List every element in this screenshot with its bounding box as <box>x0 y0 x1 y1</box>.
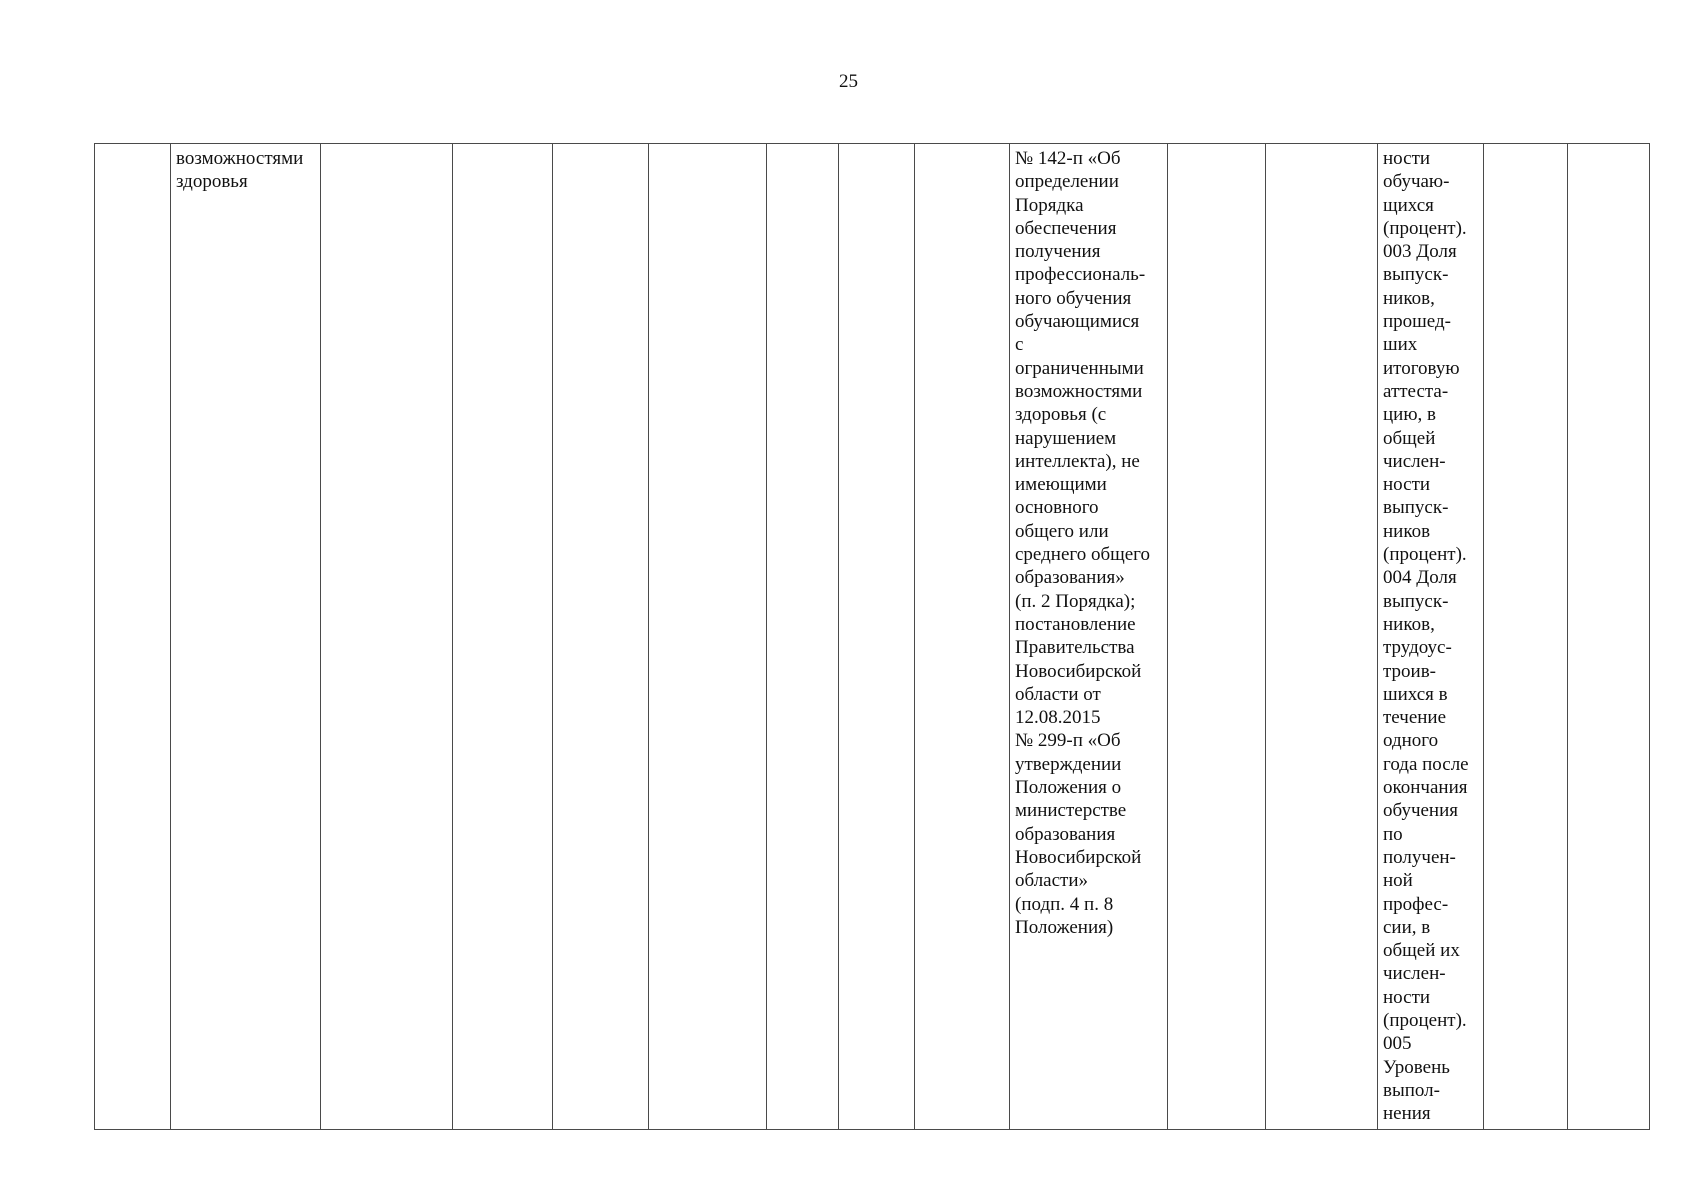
table-cell-12 <box>1266 144 1378 1130</box>
table-cell-indicators: ности обучаю- щихся (процент). 003 Доля выпуск- ников, прошед- ших итоговую аттеста- цию, в общей числен- ности выпуск- ников (процент). 004 Доля выпуск- ников, трудоус- троив- шихся в течение одного года после окончания обучения по получен- ной профес- сии, в общей их числен- ности (процент). 005 Уровень выпол- нения <box>1378 144 1484 1130</box>
table-cell-4 <box>453 144 553 1130</box>
table-row <box>95 144 1650 1130</box>
table-cell-9 <box>915 144 1010 1130</box>
table-cell-8 <box>839 144 915 1130</box>
table-cell-5 <box>553 144 649 1130</box>
regulation-table <box>94 143 1650 1130</box>
table-cell-6 <box>649 144 767 1130</box>
table-cell-3 <box>321 144 453 1130</box>
table-cell-7 <box>767 144 839 1130</box>
table-cell-1 <box>95 144 171 1130</box>
table-cell-2: возможностями здоровья <box>171 144 321 1130</box>
table-cell-11 <box>1168 144 1266 1130</box>
table-cell-15 <box>1568 144 1650 1130</box>
table-cell-14 <box>1484 144 1568 1130</box>
table-cell-legal-basis: № 142-п «Об определении Порядка обеспечения получения профессиональ- ного обучения обучающимися с ограниченными возможностями здоровья (с нарушением интеллекта), не имеющими основного общего или среднего общего образования» (п. 2 Порядка); постановление Правительства Новосибирской области от 12.08.2015 № 299-п «Об утверждении Положения о министерстве образования Новосибирской области» (подп. 4 п. 8 Положения) <box>1010 144 1168 1130</box>
page-number: 25 <box>839 71 858 92</box>
